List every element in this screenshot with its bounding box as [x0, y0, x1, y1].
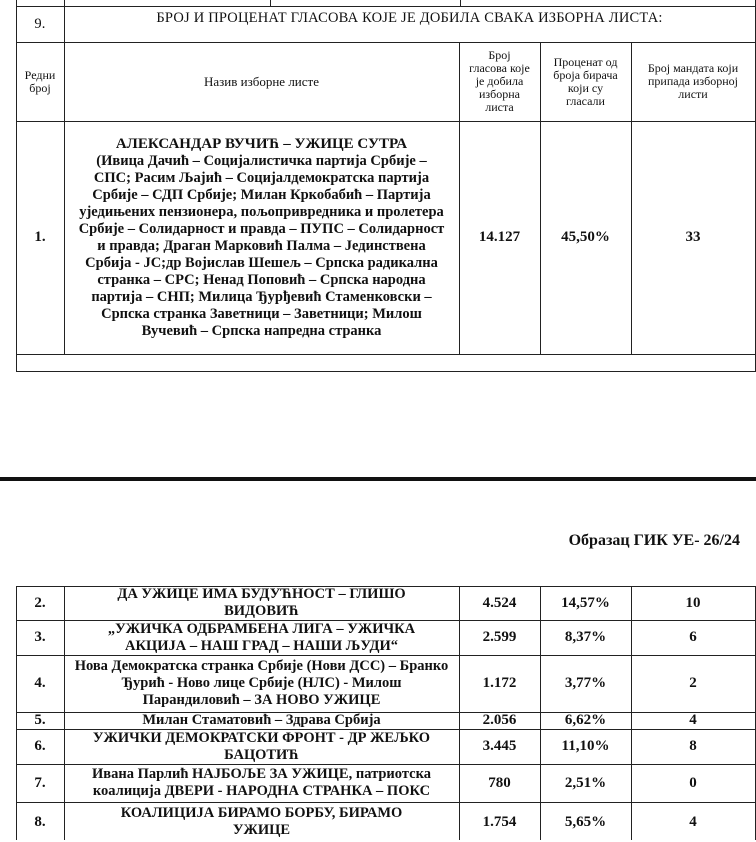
row-percent: 3,77%: [564, 675, 607, 691]
row1-mandates: 33: [685, 229, 701, 245]
row-rb: 7.: [34, 774, 46, 791]
top-results-table: [0, 0, 756, 375]
row-name: КОАЛИЦИЈА БИРАМО БОРБУ, БИРАМО УЖИЦЕ: [120, 805, 403, 838]
row-mandates: 8: [689, 738, 697, 754]
header-name: Назив изборне листе: [204, 74, 319, 89]
row1-rb: 1.: [34, 229, 46, 245]
row-name: Ивана Парлић НАЈБОЉЕ ЗА УЖИЦЕ, патриотска коалиција ДВЕРИ - НАРОДНА СТРАНКА – ПОКС: [92, 766, 431, 799]
row-name: ДА УЖИЦЕ ИМА БУДУЋНОСТ – ГЛИШО ВИДОВИЋ: [117, 586, 406, 619]
row-percent: 5,65%: [564, 813, 607, 830]
form-label: Образац ГИК УЕ- 26/24: [568, 532, 740, 549]
row-votes: 1.172: [482, 675, 517, 691]
header-mandates: Број мандата који припада изборној листи: [647, 61, 739, 101]
row-percent: 6,62%: [564, 712, 607, 728]
row-votes: 1.754: [482, 813, 517, 830]
bottom-results-table: [0, 586, 756, 840]
row1-name: [64, 121, 459, 354]
header-rb: Редни број: [24, 67, 56, 95]
row1-percent: 45,50%: [561, 229, 610, 245]
row-rb: 8.: [34, 813, 46, 830]
row1-name-members: (Ивица Дачић – Социјалистичка партија Србије – СПС; Расим Љајић – Социјалдемократска партија Србије – СДП Србије; Милан Кркобабић – Партија уједињених пензионера, пољопривредника и пролетера Србије – Солидарност и правда – ПУПС – Солидарност и правда; Драган Марковић Палма – Јединствена Србија - ЈС;др Војислав Шешељ – Српска радикална странка – СРС; Ненад Поповић – Српска народна партија – СНП; Милица Ђурђевић Стаменковски – Српска странка Заветници – Заветници; Милош Вучевић – Српска напредна странка: [78, 152, 445, 339]
row-votes: 4.524: [482, 594, 517, 611]
row-votes: 2.599: [482, 629, 517, 645]
row-rb: 2.: [34, 594, 46, 611]
row-name: „УЖИЧКА ОДБРАМБЕНА ЛИГА – УЖИЧКА АКЦИЈА – НАШ ГРАД – НАШИ ЉУДИ“: [107, 620, 416, 654]
row-percent: 11,10%: [561, 738, 610, 754]
row-votes: 780: [488, 774, 511, 791]
row1-votes: 14.127: [478, 229, 521, 245]
row-mandates: 4: [689, 813, 697, 830]
row-mandates: 4: [689, 712, 697, 728]
section-number: 9.: [34, 15, 46, 32]
row-mandates: 6: [689, 629, 697, 645]
row-percent: 8,37%: [564, 629, 607, 645]
row-name: Нова Демократска странка Србије (Нови ДСС) – Бранко Ђурић - Ново лице Србије (НЛС) - Милош Парандиловић – ЗА НОВО УЖИЦЕ: [74, 658, 449, 708]
row-mandates: 0: [689, 774, 697, 791]
header-votes: Број гласова које је добила изборна листа: [469, 48, 530, 114]
row-name: УЖИЧКИ ДЕМОКРАТСКИ ФРОНТ - ДР ЖЕЉКО БАЦОТИЋ: [92, 729, 431, 763]
row-percent: 14,57%: [561, 594, 610, 611]
row-rb: 3.: [34, 629, 46, 645]
row-votes: 3.445: [482, 738, 517, 754]
row-mandates: 2: [689, 675, 697, 691]
row-rb: 5.: [34, 712, 46, 728]
row-name: Милан Стаматовић – Здрава Србија: [142, 712, 381, 728]
row-votes: 2.056: [482, 712, 517, 728]
row-rb: 4.: [34, 675, 46, 691]
row-percent: 2,51%: [564, 774, 607, 791]
page-separator: [0, 477, 756, 481]
row-mandates: 10: [685, 594, 701, 611]
row1-name-title: АЛЕКСАНДАР ВУЧИЋ – УЖИЦЕ СУТРА: [115, 135, 408, 152]
row-rb: 6.: [34, 738, 46, 754]
section-title: БРОЈ И ПРОЦЕНАТ ГЛАСОВА КОЈЕ ЈЕ ДОБИЛА СВАКА ИЗБОРНА ЛИСТА:: [156, 9, 663, 26]
header-percent: Проценат од броја бирача који су гласали: [553, 54, 618, 108]
